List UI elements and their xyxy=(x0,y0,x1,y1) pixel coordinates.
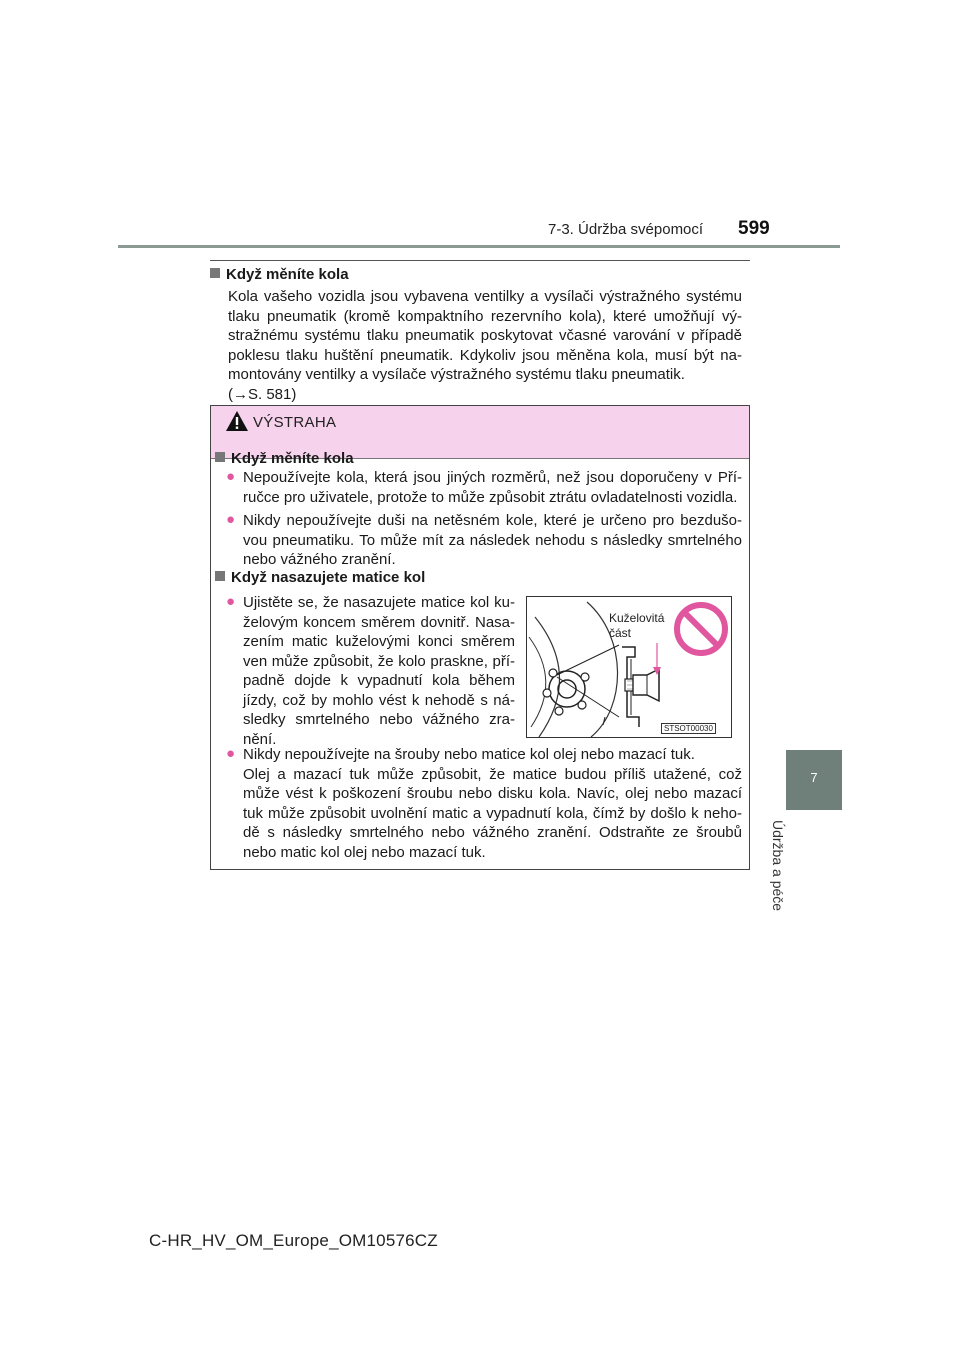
bullet-dot-icon: ● xyxy=(226,593,236,610)
text-line: nebo matic kol olej nebo mazací tuk. xyxy=(243,843,486,861)
intro-heading xyxy=(210,266,349,284)
content-rule xyxy=(210,260,750,261)
intro-line: Kola vašeho vozidla jsou vybavena ventilky a vysílači výstražného systému xyxy=(228,288,742,305)
text-line: vou pneumatiku. To může mít za následek nehodu s následky smrtelného xyxy=(243,531,742,549)
warning-s2-bullet1 xyxy=(243,593,515,749)
text-line: Nikdy nepoužívejte duši na netěsném kole, které je určeno pro bezdušo- xyxy=(243,512,742,529)
text-line: tuk může způsobit uvolnění matic a vypadnutí kola, čímž by došlo k neho- xyxy=(243,804,742,822)
intro-line: montovány ventilky a vysílače výstražného systému tlaku pneumatik. xyxy=(228,366,685,383)
intro-line: stražnému systému tlaku pneumatik poskytovat včasné varování v případě xyxy=(228,327,742,344)
document-footer: C-HR_HV_OM_Europe_OM10576CZ xyxy=(149,1231,438,1250)
warning-s2-bullet2 xyxy=(243,745,742,862)
warning-title: VÝSTRAHA xyxy=(253,414,337,431)
intro-line: poklesu tlaku huštění pneumatik. Kdykoliv jsou měněna kola, musí být na- xyxy=(228,346,742,364)
wheel-nut-figure xyxy=(526,596,732,738)
square-bullet-icon xyxy=(210,268,220,278)
figure-label-line2: část xyxy=(609,626,632,640)
text-line: sledky smrtelného nebo vážného zra- xyxy=(243,711,515,728)
text-line: jízdy, což by mohlo vést k nehodě s ná- xyxy=(243,691,515,709)
chapter-title-vertical xyxy=(770,820,818,935)
square-bullet-icon xyxy=(215,571,225,581)
text-line: může vést k poškození šroubu nebo disku kola. Navíc, olej nebo mazací xyxy=(243,785,742,802)
text-line: padně dojde k vypadnutí kola během xyxy=(243,672,515,689)
warning-section2-heading xyxy=(215,569,425,587)
text-line: nebo vážného zranění. xyxy=(243,551,396,568)
figure-code: STSOT00030 xyxy=(661,723,716,734)
warning-section1-title: Když měníte kola xyxy=(231,450,354,467)
text-line: želovým koncem směrem dovnitř. Nasa- xyxy=(243,613,515,631)
square-bullet-icon xyxy=(215,452,225,462)
text-line: Nepoužívejte kola, která jsou jiných rozměrů, než jsou doporučeny v Pří- xyxy=(243,469,742,486)
text-line: nění. xyxy=(243,730,277,748)
warning-section1-heading xyxy=(215,450,354,468)
figure-label xyxy=(609,611,664,641)
warning-section2-title: Když nasazujete matice kol xyxy=(231,569,426,586)
text-line: zením matic kuželovými konci směrem xyxy=(243,633,515,650)
intro-line: (→S. 581) xyxy=(228,385,297,403)
text-line: ven může způsobit, že kolo praskne, pří- xyxy=(243,652,515,670)
text-line: dě s následky smrtelného nebo vážného zranění. Odstraňte ze šroubů xyxy=(243,824,742,841)
intro-title: Když měníte kola xyxy=(226,266,349,283)
text-line: Olej a mazací tuk může způsobit, že matice budou příliš utažené, což xyxy=(243,765,742,783)
bullet-dot-icon: ● xyxy=(226,468,236,485)
intro-line: tlaku pneumatik (kromě kompaktního rezervního kola), které umožňují vý- xyxy=(228,307,742,325)
warning-s1-bullet2 xyxy=(243,511,742,570)
chapter-number: 7 xyxy=(810,770,818,785)
warning-s1-bullet1 xyxy=(243,468,742,507)
text-line: ručce pro uživatele, protože to může způsobit ztrátu ovladatelnosti vozidla. xyxy=(243,488,738,506)
section-heading: 7-3. Údržba svépomocí xyxy=(548,221,704,238)
bullet-dot-icon: ● xyxy=(226,745,236,762)
figure-label-line1: Kuželovitá xyxy=(609,611,665,625)
bullet-dot-icon: ● xyxy=(226,511,236,528)
warning-triangle-icon xyxy=(225,410,249,432)
text-line: Ujistěte se, že nasazujete matice kol ku- xyxy=(243,594,515,611)
text-line: Nikdy nepoužívejte na šrouby nebo matice kol olej nebo mazací tuk. xyxy=(243,746,695,763)
page-number: 599 xyxy=(738,218,770,239)
intro-paragraph xyxy=(228,287,742,404)
header-rule xyxy=(118,245,840,248)
chapter-title: Údržba a péče xyxy=(770,820,786,912)
